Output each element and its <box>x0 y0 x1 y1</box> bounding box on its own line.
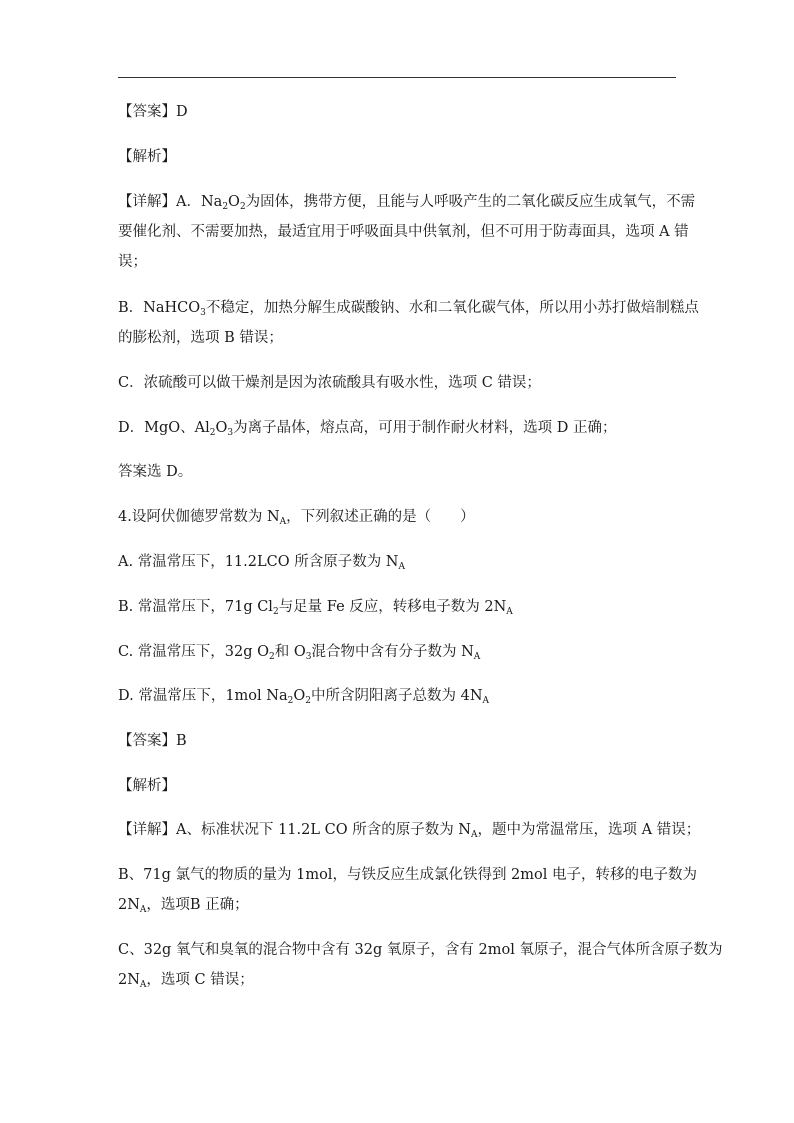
q4-detail-b-line-2: $2N_A$，选项B 正确； <box>118 897 249 915</box>
q3-final-answer: 答案选 D。 <box>118 464 193 480</box>
q3-option-b-line-1: B．NaHCO$_3$不稳定，加热分解生成碳酸钠、水和二氧化碳气体，所以用小苏打做焙制糕点 <box>118 300 699 318</box>
header-rule <box>118 77 676 78</box>
q3-answer: 【答案】D <box>118 104 188 120</box>
q3-option-b-line-2: 的膨松剂，选项 B 错误； <box>118 330 283 346</box>
q4-answer: 【答案】B <box>118 733 187 749</box>
q3-detail-line-2: 要催化剂、不需要加热，最适宜用于呼吸面具中供氧剂，但不可用于防毒面具，选项 A 错 <box>118 224 689 240</box>
q4-detail-a: 【详解】A、标准状况下 11.2L CO 所含的原子数为 $N_A$，题中为常温常压，选项 A 错误； <box>118 822 701 840</box>
q3-detail-line-1: 【详解】A．$Na_2O_2$为固体，携带方便，且能与人呼吸产生的二氧化碳反应生成氧气，不需 <box>118 194 696 212</box>
q4-stem: 4.设阿伏伽德罗常数为 $N_A$，下列叙述正确的是（ ） <box>118 509 475 527</box>
q4-option-c: C. 常温常压下，32g $O_2$和 $O_3$混合物中含有分子数为 $N_A$ <box>118 644 481 662</box>
q3-detail-line-3: 误； <box>118 254 147 270</box>
q3-option-d: D．MgO、$Al_2O_3$为离子晶体，熔点高，可用于制作耐火材料，选项 D 正确； <box>118 420 617 438</box>
q4-option-d: D. 常温常压下，1mol $Na_2O_2$中所含阴阳离子总数为 $4N_A$ <box>118 688 490 706</box>
q3-analysis-heading: 【解析】 <box>118 149 176 165</box>
q4-detail-c-line-1: C、32g 氧气和臭氧的混合物中含有 32g 氧原子，含有 2mol 氧原子，混合气体所含原子数为 <box>118 942 723 958</box>
q3-option-c: C．浓硫酸可以做干燥剂是因为浓硫酸具有吸水性，选项 C 错误； <box>118 375 541 391</box>
q4-analysis-heading: 【解析】 <box>118 778 176 794</box>
q4-detail-c-line-2: $2N_A$，选项 C 错误； <box>118 972 254 990</box>
q4-detail-b-line-1: B、71g 氯气的物质的量为 1mol，与铁反应生成氯化铁得到 2mol 电子，转移的电子数为 <box>118 867 698 883</box>
q4-option-a: A. 常温常压下，11.2LCO 所含原子数为 $N_A$ <box>118 554 405 572</box>
q4-option-b: B. 常温常压下，71g $Cl_2$与足量 Fe 反应，转移电子数为 $2N_A$ <box>118 599 513 617</box>
